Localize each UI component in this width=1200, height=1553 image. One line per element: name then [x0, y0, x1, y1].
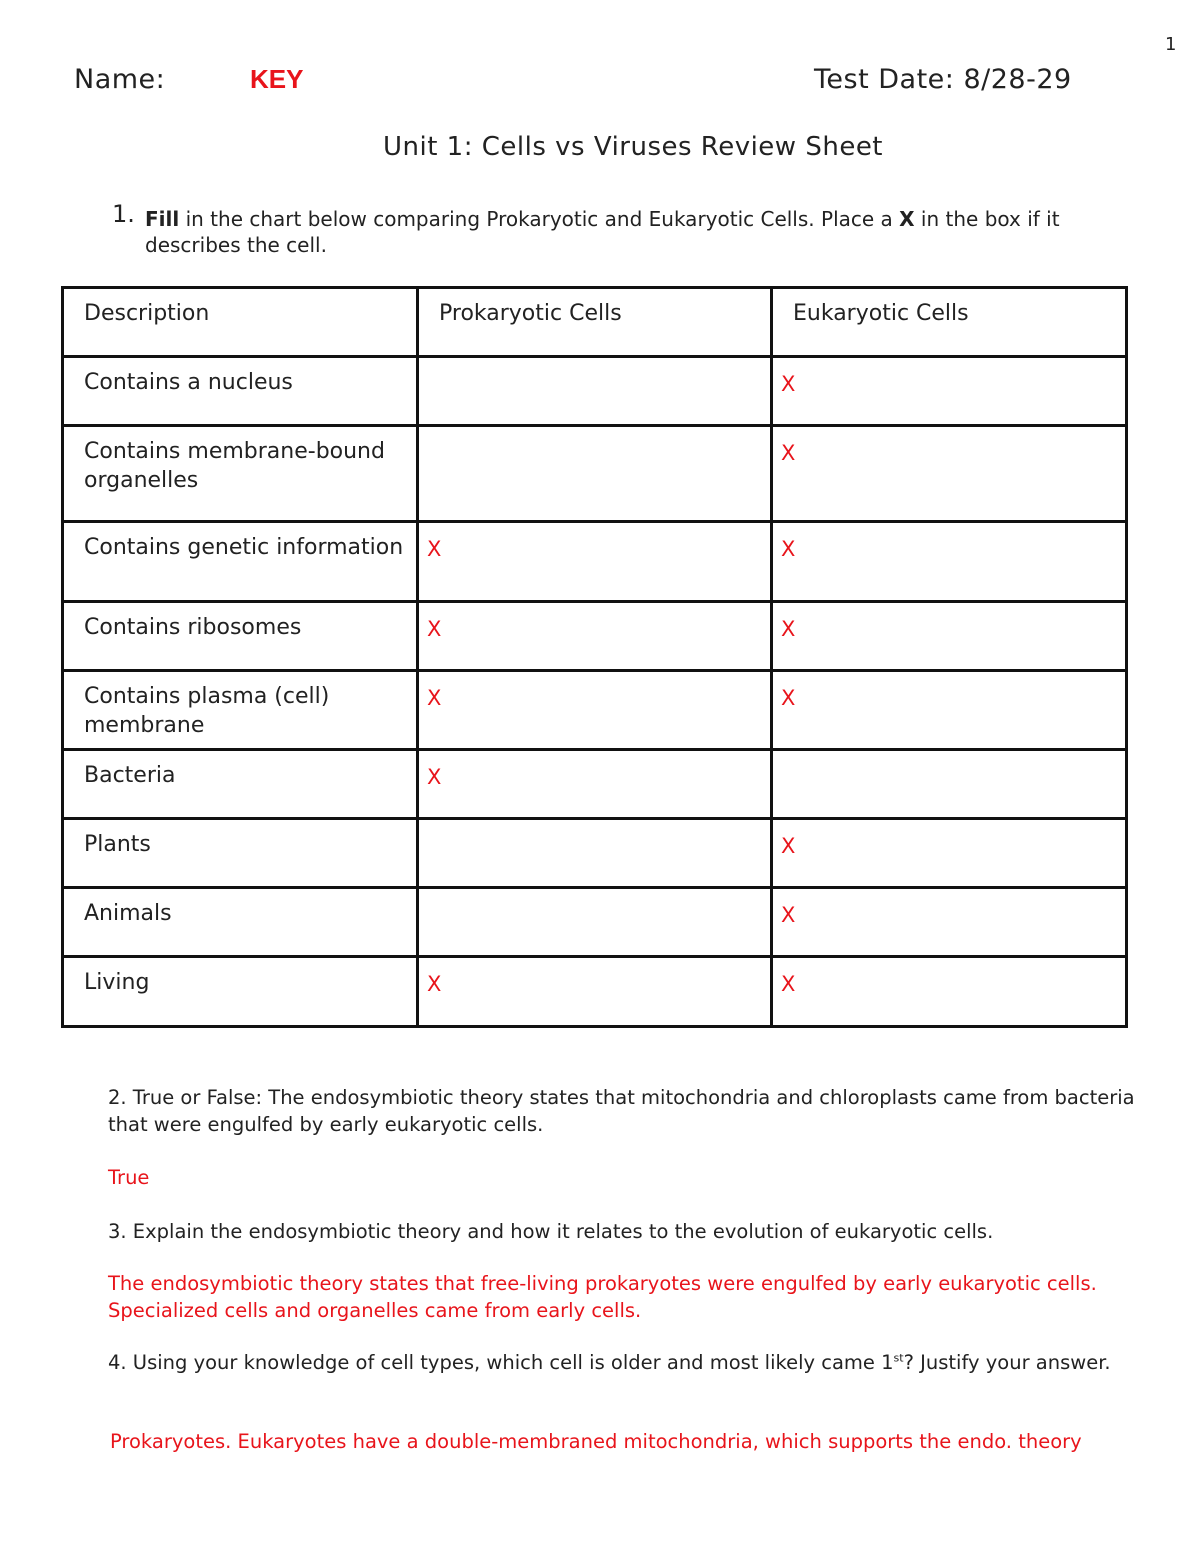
question-4-text-a: 4. Using your knowledge of cell types, which cell is older and most likely came 1: [108, 1351, 894, 1374]
row-description: Plants: [63, 819, 418, 888]
question-1-text-a: in the chart below comparing Prokaryotic and Eukaryotic Cells. Place a: [179, 207, 900, 231]
question-1-text: [145, 206, 1105, 258]
row-description: Animals: [63, 888, 418, 957]
table-row: [63, 671, 1127, 750]
name-label: Name:: [74, 64, 166, 95]
page-number: 1: [1165, 34, 1177, 55]
question-1-number: 1.: [112, 200, 135, 228]
name-value: KEY: [250, 64, 304, 94]
row-prokaryotic-mark: [418, 888, 772, 957]
question-3-answer: The endosymbiotic theory states that free-living prokaryotes were engulfed by early eukaryotic cells. Specialized cells and organelles came from early cells.: [108, 1272, 1097, 1322]
table-row: [63, 819, 1127, 888]
question-1-bold-x: X: [899, 207, 915, 231]
table-row: [63, 750, 1127, 819]
row-prokaryotic-mark: [418, 357, 772, 426]
row-description: Contains plasma (cell) membrane: [63, 671, 418, 750]
table-row: [63, 602, 1127, 671]
question-1-text-b: in the box if it describes the cell.: [145, 207, 1060, 257]
row-prokaryotic-mark: X: [418, 522, 772, 602]
table-row: [63, 426, 1127, 522]
question-4-text: [108, 1349, 1188, 1376]
header-eukaryotic: Eukaryotic Cells: [772, 288, 1127, 357]
question-2-text: 2. True or False: The endosymbiotic theory states that mitochondria and chloroplasts came from bacteria that were engulfed by early eukaryotic cells.: [108, 1086, 1135, 1136]
row-eukaryotic-mark: X: [772, 522, 1127, 602]
row-eukaryotic-mark: X: [772, 357, 1127, 426]
row-eukaryotic-mark: [772, 750, 1127, 819]
row-eukaryotic-mark: X: [772, 888, 1127, 957]
row-description: Contains a nucleus: [63, 357, 418, 426]
question-4-answer: Prokaryotes. Eukaryotes have a double-membraned mitochondria, which supports the endo. theory: [110, 1430, 1082, 1453]
row-eukaryotic-mark: X: [772, 819, 1127, 888]
row-prokaryotic-mark: [418, 426, 772, 522]
row-eukaryotic-mark: X: [772, 426, 1127, 522]
row-prokaryotic-mark: X: [418, 602, 772, 671]
row-prokaryotic-mark: X: [418, 750, 772, 819]
question-1-bold: Fill: [145, 207, 180, 231]
question-3-text: 3. Explain the endosymbiotic theory and how it relates to the evolution of eukaryotic cells.: [108, 1220, 994, 1243]
page-title: Unit 1: Cells vs Viruses Review Sheet: [382, 132, 884, 162]
question-4-sup: st: [893, 1351, 904, 1365]
table-row: [63, 957, 1127, 1027]
question-4-text-b: ? Justify your answer.: [903, 1351, 1111, 1374]
row-eukaryotic-mark: X: [772, 957, 1127, 1027]
row-eukaryotic-mark: X: [772, 671, 1127, 750]
test-date: Test Date: 8/28-29: [814, 64, 1072, 95]
table-row: [63, 522, 1127, 602]
row-eukaryotic-mark: X: [772, 602, 1127, 671]
question-2-answer: True: [108, 1166, 150, 1189]
table-row: [63, 357, 1127, 426]
row-description: Contains ribosomes: [63, 602, 418, 671]
row-prokaryotic-mark: [418, 819, 772, 888]
header-prokaryotic: Prokaryotic Cells: [418, 288, 772, 357]
row-prokaryotic-mark: X: [418, 671, 772, 750]
cell-comparison-table: [61, 286, 1128, 1028]
header-description: Description: [63, 288, 418, 357]
row-description: Contains membrane-bound organelles: [63, 426, 418, 522]
row-description: Living: [63, 957, 418, 1027]
row-description: Contains genetic information: [63, 522, 418, 602]
table-row: [63, 888, 1127, 957]
row-description: Bacteria: [63, 750, 418, 819]
table-header-row: [63, 288, 1127, 357]
row-prokaryotic-mark: X: [418, 957, 772, 1027]
